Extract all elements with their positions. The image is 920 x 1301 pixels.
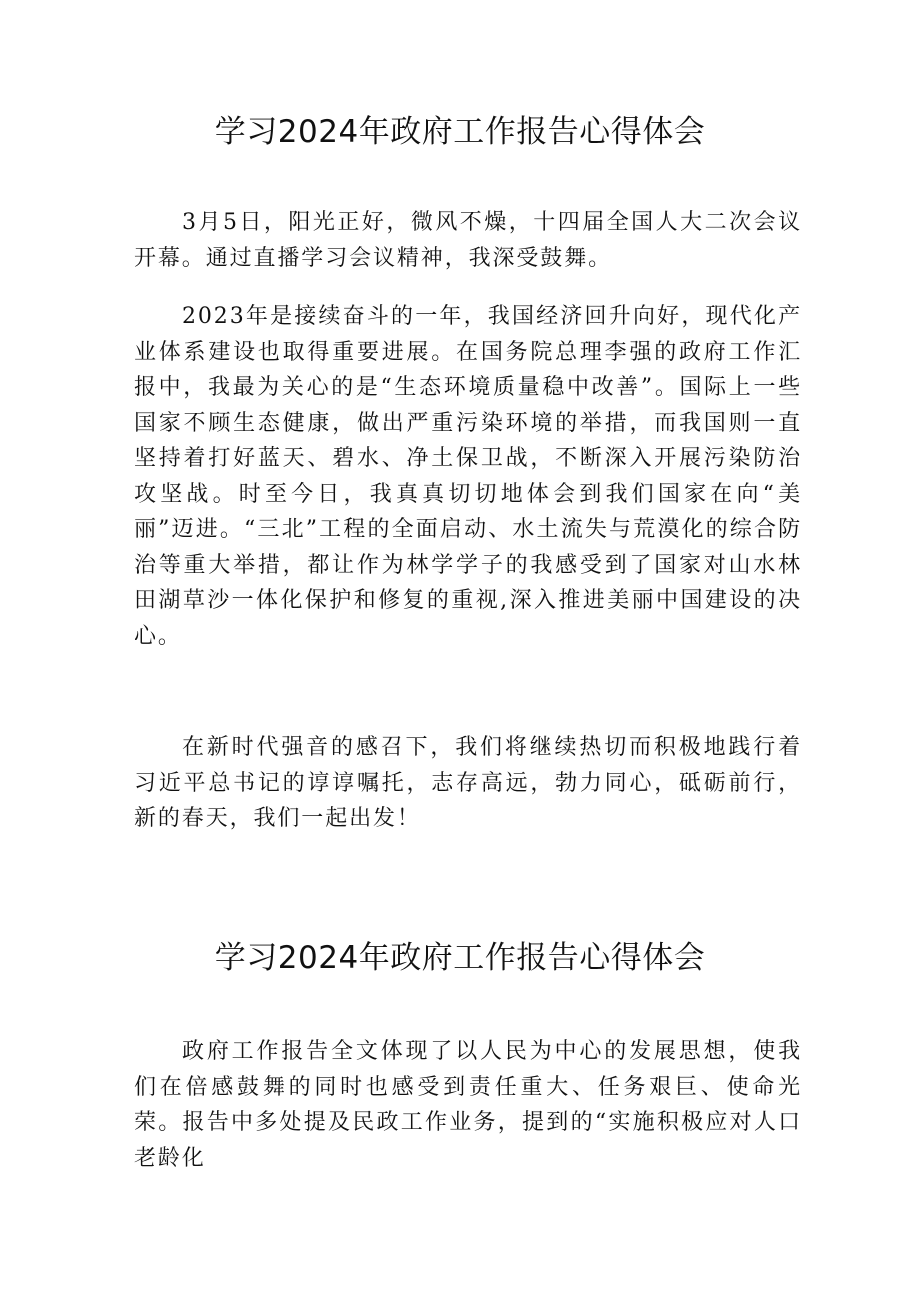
section-1-title: 学习2024年政府工作报告心得体会	[214, 114, 706, 150]
section-1-paragraph-1: 3月5日，阳光正好，微风不燥，十四届全国人大二次会议开幕。通过直播学习会议精神，我深受鼓舞。	[134, 210, 802, 271]
section-2-paragraph-1: 政府工作报告全文体现了以人民为中心的发展思想，使我们在倍感鼓舞的同时也感受到责任重大、任务艰巨、使命光荣。报告中多处提及民政工作业务，提到的“实施积极应对人口老龄化	[134, 1039, 802, 1171]
section-1-paragraph-2: 2023年是接续奋斗的一年，我国经济回升向好，现代化产业体系建设也取得重要进展。在国务院总理李强的政府工作汇报中，我最为关心的是“生态环境质量稳中改善”。国际上一些国家不顾生态健康，做出严重污染环境的举措，而我国则一直坚持着打好蓝天、碧水、净土保卫战，不断深入开展污染防治攻坚战。时至今日，我真真切切地体会到我们国家在向“美丽”迈进。“三北”工程的全面启动、水土流失与荒漠化的综合防治等重大举措，都让作为林学学子的我感受到了国家对山水林田湖草沙一体化保护和修复的重视,深入推进美丽中国建设的决心。	[134, 304, 802, 649]
section-2-title: 学习2024年政府工作报告心得体会	[214, 940, 706, 976]
section-1-paragraph-3: 在新时代强音的感召下，我们将继续热切而积极地践行着习近平总书记的谆谆嘱托，志存高远，勃力同心，砥砺前行，新的春天，我们一起出发！	[134, 735, 802, 831]
